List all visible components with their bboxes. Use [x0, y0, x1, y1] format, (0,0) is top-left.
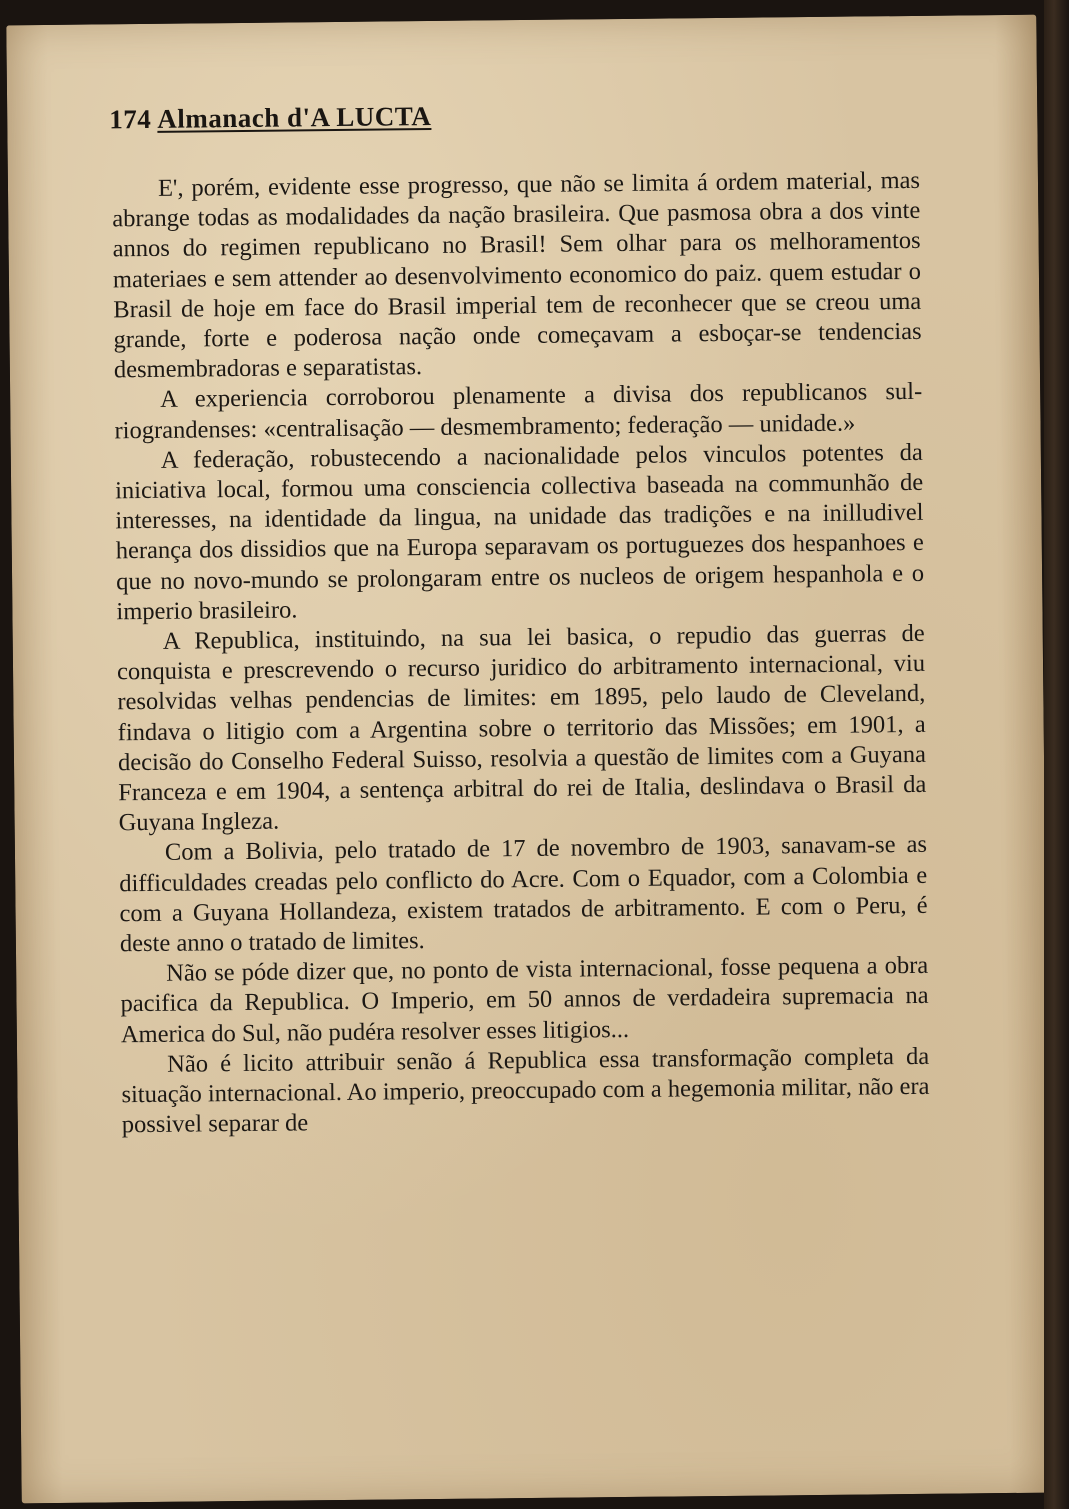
paragraph: A Republica, instituindo, na sua lei basica, o repudio das guerras de conquista e prescrevendo o recurso juridico do arbitramento internacional, viu resolvidas velhas pendencias de limites: em 1895, pelo laudo de Cleveland, findava o litigio com a Argentina sobre o territorio das Missões; em 1901, a decisão do Conselho Federal Suisso, resolvia a questão de limites com a Guyana Franceza e em 1904, a sentença arbitral do rei de Italia, deslindava o Brasil da Guyana Ingleza. — [116, 619, 927, 837]
paragraph: Não é licito attribuir senão á Republica essa transformação completa da situação internacional. Ao imperio, preoccupado com a hegemonia militar, não era possivel separar de — [121, 1042, 930, 1139]
paragraph: Com a Bolivia, pelo tratado de 17 de novembro de 1903, sanavam-se as difficuldades creadas pelo conflicto do Acre. Com o Equador, com a Colombia e com a Guyana Hollandeza, existem tratados de arbitramento. E com o Peru, é deste anno o tratado de limites. — [119, 831, 928, 958]
paragraph: A federação, robustecendo a nacionalidade pelos vinculos potentes da iniciativa local, formou uma consciencia collectiva baseada na communhão de interesses, na identidade da lingua, na unidade das tradições e na inilludivel herança dos dissidios que na Europa separavam os portuguezes dos hespanhoes e que no novo-mundo se prolongaram entre os nucleos de origem hespanhola e o imperio brasileiro. — [115, 438, 925, 626]
paragraph: Não se póde dizer que, no ponto de vista internacional, fosse pequena a obra pacifica da Republica. O Imperio, em 50 annos de verdadeira supremacia na America do Sul, não pudéra resolver esses litigios... — [120, 952, 929, 1048]
almanac-title: Almanach d'A LUCTA — [157, 100, 432, 134]
page-header — [109, 101, 431, 135]
book-spine-edge — [1044, 0, 1069, 1509]
page-number: 174 — [109, 103, 152, 135]
book-page — [6, 15, 1051, 1504]
paragraph: A experiencia corroborou plenamente a divisa dos republicanos sul-riograndenses: «centralisação — desmembramento; federação — unidade.» — [114, 378, 923, 444]
article-body — [112, 166, 930, 1141]
paragraph: E', porém, evidente esse progresso, que não se limita á ordem material, mas abrange todas as modalidades da nação brasileira. Que pasmosa obra a dos vinte annos do regimen republicano no Brasil! Sem olhar para os melhoramentos materiaes e sem attender ao desenvolvimento economico do paiz. quem estudar o Brasil de hoje em face do Brasil imperial tem de reconhecer que se creou uma grande, forte e poderosa nação onde começavam a esboçar-se tendencias desmembradoras e separatistas. — [112, 166, 922, 384]
